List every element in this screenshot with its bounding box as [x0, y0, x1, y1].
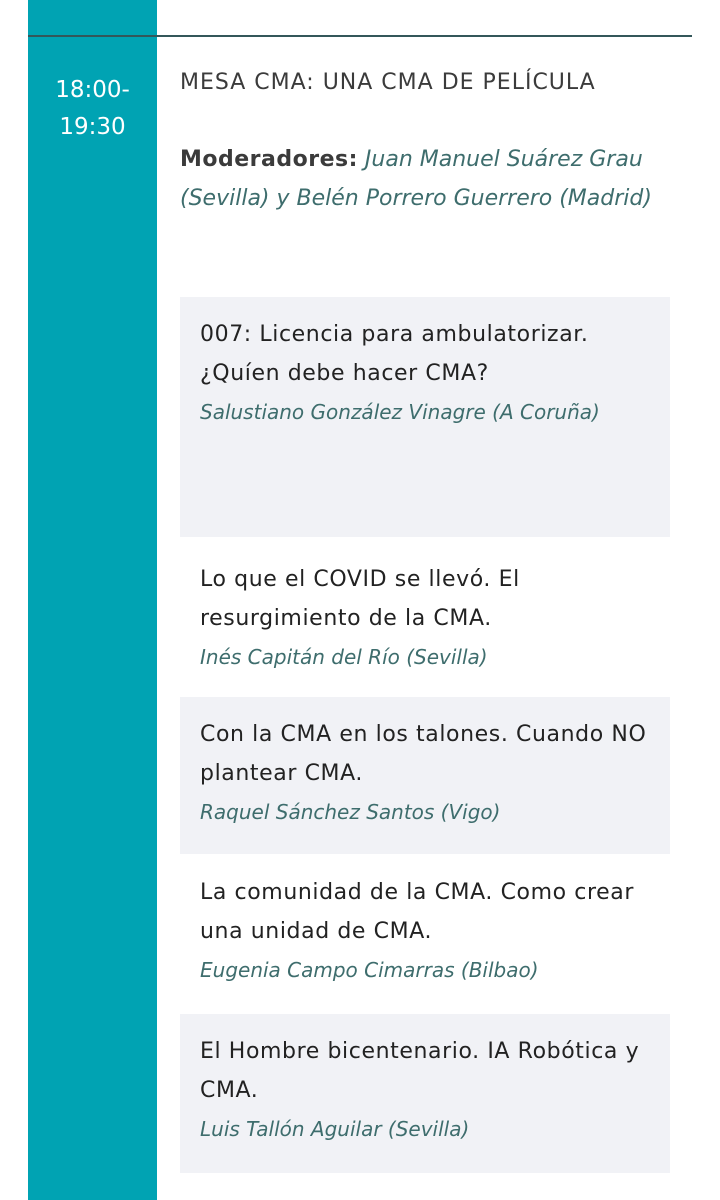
- talk-speaker: Salustiano González Vinagre (A Coruña): [200, 400, 600, 424]
- talk-title: Con la CMA en los talones. Cuando NO plantear CMA.: [200, 722, 647, 786]
- talk-item: [180, 1014, 670, 1173]
- talk-item: [180, 542, 670, 694]
- talk-speaker: Raquel Sánchez Santos (Vigo): [200, 800, 501, 824]
- talk-item: [180, 297, 670, 537]
- talk-title: 007: Licencia para ambulatorizar. ¿Quíen debe hacer CMA?: [200, 322, 589, 386]
- moderators: [180, 140, 680, 218]
- session-time: 18:00- 19:30: [55, 77, 130, 140]
- talk-speaker: Inés Capitán del Río (Sevilla): [200, 645, 488, 669]
- talk-title: El Hombre bicentenario. IA Robótica y CMA.: [200, 1039, 640, 1103]
- time-column: [28, 0, 157, 1200]
- session-title: MESA CMA: UNA CMA DE PELÍCULA: [180, 70, 596, 95]
- moderators-names: Juan Manuel Suárez Grau (Sevilla) y Belén Porrero Guerrero (Madrid): [180, 147, 652, 211]
- talk-title: La comunidad de la CMA. Como crear una unidad de CMA.: [200, 880, 635, 944]
- talk-title: Lo que el COVID se llevó. El resurgimiento de la CMA.: [200, 567, 520, 631]
- top-divider: [28, 35, 692, 37]
- talk-item: [180, 697, 670, 854]
- talk-speaker: Eugenia Campo Cimarras (Bilbao): [200, 958, 539, 982]
- moderators-label: Moderadores:: [180, 147, 358, 172]
- talk-item: [180, 857, 670, 1009]
- talk-speaker: Luis Tallón Aguilar (Sevilla): [200, 1117, 470, 1141]
